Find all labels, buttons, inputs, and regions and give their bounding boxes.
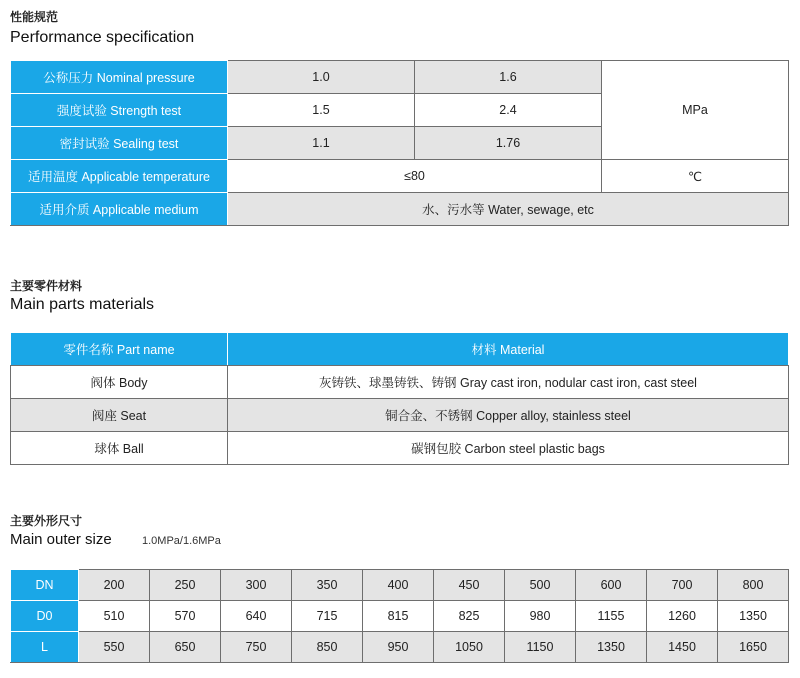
size-table [10,569,789,663]
performance-table [10,60,789,226]
medium-row [11,193,789,226]
dn-value: 350 [292,570,363,601]
pressure-unit: MPa [602,61,789,160]
l-value: 1050 [434,632,505,663]
nominal-pressure-value-2: 1.6 [415,61,602,94]
dn-value: 200 [79,570,150,601]
materials-row-body [11,366,789,399]
l-value: 1650 [718,632,789,663]
d0-value: 715 [292,601,363,632]
l-label: L [11,632,79,663]
d0-value: 510 [79,601,150,632]
dn-value: 250 [150,570,221,601]
material-seat: 铜合金、不锈钢 Copper alloy, stainless steel [228,399,789,432]
d0-value: 980 [505,601,576,632]
dn-value: 600 [576,570,647,601]
d0-value: 640 [221,601,292,632]
nominal-pressure-row [11,61,789,94]
dn-value: 450 [434,570,505,601]
l-value: 650 [150,632,221,663]
size-title-en: Main outer size [10,531,112,548]
sealing-test-label: 密封试验 Sealing test [11,127,228,160]
l-value: 850 [292,632,363,663]
d0-value: 1155 [576,601,647,632]
l-value: 550 [79,632,150,663]
d0-row [11,601,789,632]
dn-value: 700 [647,570,718,601]
materials-title-zh: 主要零件材料 [10,279,83,293]
materials-row-ball [11,432,789,465]
nominal-pressure-value-1: 1.0 [228,61,415,94]
strength-test-value-1: 1.5 [228,94,415,127]
d0-value: 815 [363,601,434,632]
l-value: 950 [363,632,434,663]
dn-value: 500 [505,570,576,601]
sealing-test-value-2: 1.76 [415,127,602,160]
dn-value: 300 [221,570,292,601]
l-row [11,632,789,663]
materials-header-row [11,333,789,366]
d0-value: 825 [434,601,505,632]
material-body: 灰铸铁、球墨铸铁、铸钢 Gray cast iron, nodular cast iron, cast steel [228,366,789,399]
part-ball: 球体 Ball [11,432,228,465]
d0-value: 1260 [647,601,718,632]
part-seat: 阀座 Seat [11,399,228,432]
material-ball: 碳钢包胶 Carbon steel plastic bags [228,432,789,465]
dn-label: DN [11,570,79,601]
performance-title-zh: 性能规范 [10,10,59,24]
materials-table [10,332,789,465]
part-name-header: 零件名称 Part name [11,333,228,366]
material-header: 材料 Material [228,333,789,366]
dn-value: 800 [718,570,789,601]
d0-label: D0 [11,601,79,632]
l-value: 1150 [505,632,576,663]
d0-value: 1350 [718,601,789,632]
dn-row [11,570,789,601]
part-body: 阀体 Body [11,366,228,399]
medium-label: 适用介质 Applicable medium [11,193,228,226]
l-value: 750 [221,632,292,663]
l-value: 1350 [576,632,647,663]
performance-title-en: Performance specification [10,29,195,46]
pressure-note: 1.0MPa/1.6MPa [142,535,221,547]
strength-test-label: 强度试验 Strength test [11,94,228,127]
materials-row-seat [11,399,789,432]
strength-test-value-2: 2.4 [415,94,602,127]
temperature-unit: ℃ [602,160,789,193]
size-title-zh: 主要外形尺寸 [10,514,83,528]
dn-value: 400 [363,570,434,601]
medium-value: 水、污水等 Water, sewage, etc [228,193,789,226]
temperature-value: ≤80 [228,160,602,193]
l-value: 1450 [647,632,718,663]
temperature-label: 适用温度 Applicable temperature [11,160,228,193]
nominal-pressure-label: 公称压力 Nominal pressure [11,61,228,94]
temperature-row [11,160,789,193]
materials-title-en: Main parts materials [10,296,155,313]
d0-value: 570 [150,601,221,632]
sealing-test-value-1: 1.1 [228,127,415,160]
